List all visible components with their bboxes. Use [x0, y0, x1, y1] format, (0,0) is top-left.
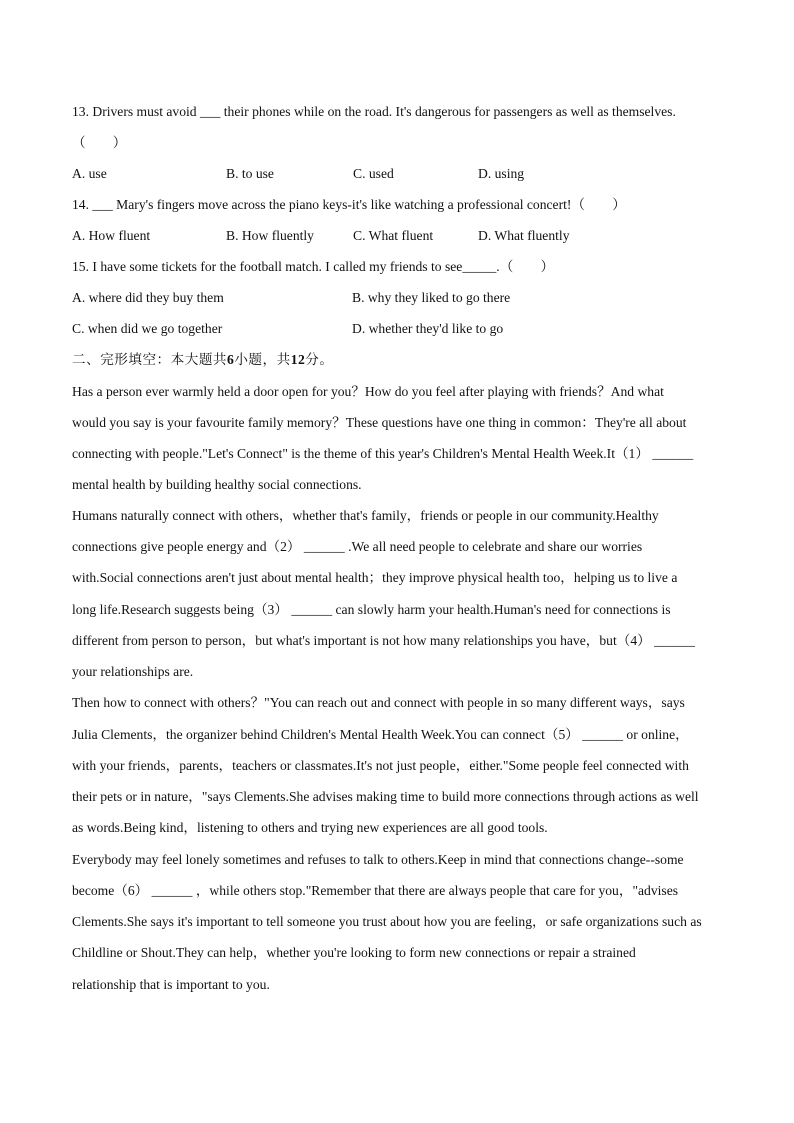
- passage-line: Everybody may feel lonely sometimes and refuses to talk to others.Keep in mind that connections change--some: [72, 852, 684, 867]
- option-c: C. used: [353, 166, 394, 181]
- option-a: A. How fluent: [72, 228, 151, 243]
- passage-line: with.Social connections aren't just about mental health；they improve physical health too，helping us to live a: [72, 570, 678, 585]
- passage-line: Has a person ever warmly held a door open for you？How do you feel after playing with friends？And what: [72, 384, 664, 399]
- question-15-options-row-2: [72, 320, 732, 338]
- passage-line: as words.Being kind，listening to others and trying new experiences are all good tools.: [72, 820, 548, 835]
- passage-line: different from person to person，but what's important is not how many relationships you have，but（4） ______: [72, 633, 695, 648]
- option-b: B. to use: [226, 166, 274, 181]
- section-heading: [72, 351, 732, 369]
- passage-line: their pets or in nature，"says Clements.She advises making time to build more connections through actions as well: [72, 789, 699, 804]
- heading-text-1: 二、完形填空：本大题共: [72, 352, 228, 367]
- heading-text-2: 小题，共: [234, 352, 291, 367]
- option-d: D. using: [478, 166, 525, 181]
- option-b: B. How fluently: [226, 228, 314, 243]
- passage-line: long life.Research suggests being（3） ______ can slowly harm your health.Human's need for connections is: [72, 602, 671, 617]
- option-d: D. What fluently: [478, 228, 570, 243]
- question-13-answer-bracket: （ ）: [72, 135, 127, 150]
- heading-count: 6: [227, 352, 235, 367]
- question-15-stem: 15. I have some tickets for the football match. I called my friends to see_____.（ ）: [72, 259, 555, 274]
- option-c: C. when did we go together: [72, 321, 223, 336]
- option-d: D. whether they'd like to go: [352, 321, 504, 336]
- passage-line: relationship that is important to you.: [72, 977, 270, 992]
- question-13-options: [72, 165, 732, 183]
- heading-score: 12: [290, 352, 306, 367]
- passage-line: Clements.She says it's important to tell someone you trust about how you are feeling，or safe organizations such as: [72, 914, 702, 929]
- passage-line: your relationships are.: [72, 664, 194, 679]
- passage-line: Childline or Shout.They can help，whether you're looking to form new connections or repair a strained: [72, 945, 636, 960]
- question-13-stem: 13. Drivers must avoid ___ their phones while on the road. It's dangerous for passengers as well as themselves.: [72, 104, 676, 119]
- option-b: B. why they liked to go there: [352, 290, 511, 305]
- heading-text-3: 分。: [305, 352, 334, 367]
- option-c: C. What fluent: [353, 228, 434, 243]
- passage-line: would you say is your favourite family memory？These questions have one thing in common：They're all about: [72, 415, 687, 430]
- passage-line: Julia Clements，the organizer behind Children's Mental Health Week.You can connect（5） ______ or online，: [72, 727, 689, 742]
- passage-line: become（6） ______ ，while others stop."Remember that there are always people that care for you，"advises: [72, 883, 679, 898]
- passage-line: mental health by building healthy social connections.: [72, 477, 362, 492]
- option-a: A. where did they buy them: [72, 290, 224, 305]
- passage-line: Humans naturally connect with others，whether that's family，friends or people in our community.Healthy: [72, 508, 659, 523]
- passage-line: Then how to connect with others？"You can reach out and connect with people in so many different ways，says: [72, 695, 685, 710]
- option-a: A. use: [72, 166, 107, 181]
- question-14-options: [72, 227, 732, 245]
- passage-line: connecting with people."Let's Connect" is the theme of this year's Children's Mental Health Week.It（1） ______: [72, 446, 694, 461]
- passage-line: connections give people energy and（2） ______ .We all need people to celebrate and share our worries: [72, 539, 643, 554]
- question-14-stem: 14. ___ Mary's fingers move across the piano keys-it's like watching a professional concert!（ ）: [72, 197, 626, 212]
- passage-line: with your friends，parents，teachers or classmates.It's not just people，either."Some people feel connected with: [72, 758, 689, 773]
- question-15-options-row-1: [72, 289, 732, 307]
